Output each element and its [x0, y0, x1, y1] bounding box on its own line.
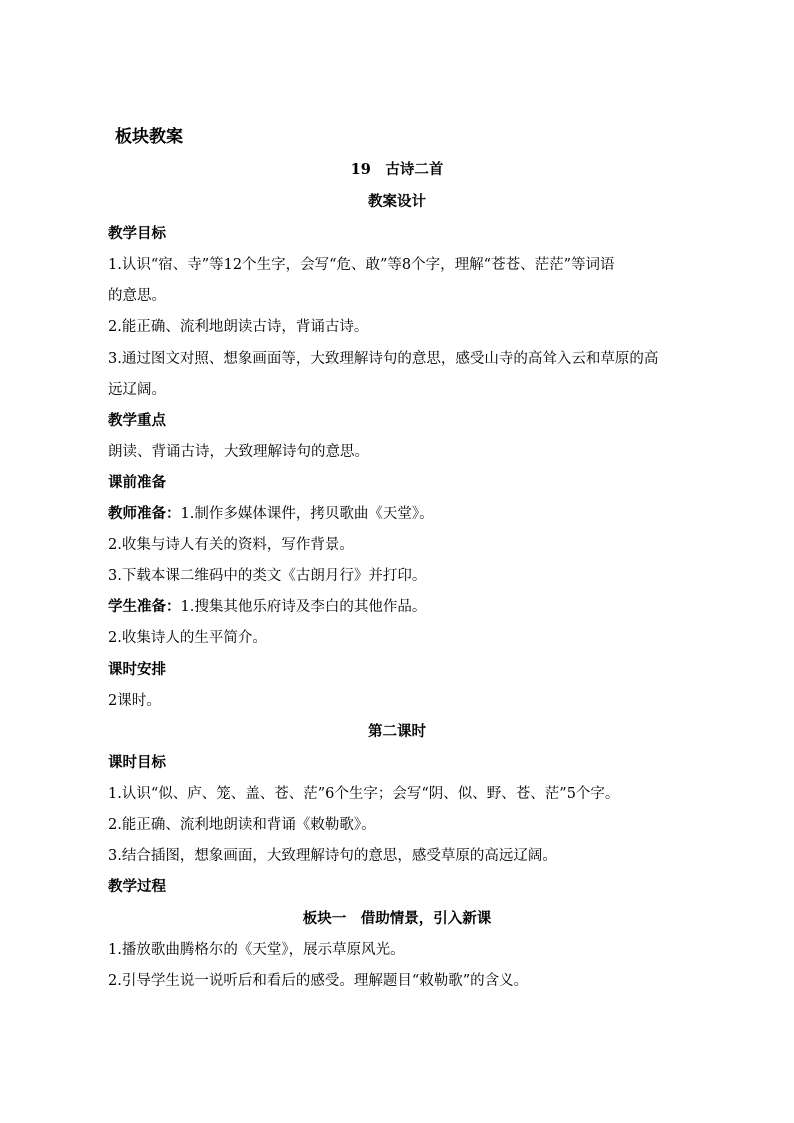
section-title: 板块教案 — [115, 127, 183, 147]
teacher-prep-item: 2.收集与诗人有关的资料，写作背景。 — [108, 537, 354, 553]
goal-line: 远辽阔。 — [108, 382, 166, 398]
goals-heading: 教学目标 — [108, 225, 166, 242]
preparation-heading: 课前准备 — [108, 474, 166, 491]
teacher-prep-line — [108, 504, 720, 524]
teacher-prep-label: 教师准备： — [108, 505, 181, 522]
key-points-heading: 教学重点 — [108, 412, 166, 429]
lesson-title: 19 古诗二首 — [350, 161, 444, 178]
student-prep-line — [108, 597, 720, 617]
student-prep-label: 学生准备： — [108, 598, 181, 615]
key-points-text: 朗读、背诵古诗，大致理解诗句的意思。 — [108, 444, 369, 460]
lesson-goal-line: 1.认识“似、庐、笼、盖、苍、茫”6个生字；会写“阴、似、野、苍、茫”5个字。 — [108, 786, 620, 802]
lesson-goals-heading: 课时目标 — [108, 754, 166, 771]
schedule-text: 2课时。 — [108, 693, 161, 709]
goal-line: 的意思。 — [108, 288, 166, 304]
block-title: 板块一 借助情景，引入新课 — [302, 910, 492, 927]
goal-line: 2.能正确、流利地朗读古诗，背诵古诗。 — [108, 319, 369, 335]
lesson-goal-line: 3.结合插图，想象画面，大致理解诗句的意思，感受草原的高远辽阔。 — [108, 848, 557, 864]
schedule-heading: 课时安排 — [108, 661, 166, 678]
student-prep-first: 1.搜集其他乐府诗及李白的其他作品。 — [180, 599, 427, 615]
process-heading: 教学过程 — [108, 878, 166, 895]
student-prep-item: 2.收集诗人的生平简介。 — [108, 630, 267, 646]
process-line: 2.引导学生说一说听后和看后的感受。理解题目“敕勒歌”的含义。 — [108, 973, 529, 989]
teacher-prep-first: 1.制作多媒体课件，拷贝歌曲《天堂》。 — [180, 506, 434, 522]
goal-line: 1.认识“宿、寺”等12个生字，会写“危、敢”等8个字，理解“苍苍、茫茫”等词语 — [108, 257, 615, 273]
lesson-goal-line: 2.能正确、流利地朗读和背诵《敕勒歌》。 — [108, 817, 376, 833]
second-lesson-title: 第二课时 — [368, 723, 426, 740]
process-line: 1.播放歌曲腾格尔的《天堂》，展示草原风光。 — [108, 942, 405, 958]
design-title: 教案设计 — [368, 193, 426, 210]
teacher-prep-item: 3.下载本课二维码中的类文《古朗月行》并打印。 — [108, 568, 427, 584]
goal-line: 3.通过图文对照、想象画面等，大致理解诗句的意思，感受山寺的高耸入云和草原的高 — [108, 351, 659, 367]
